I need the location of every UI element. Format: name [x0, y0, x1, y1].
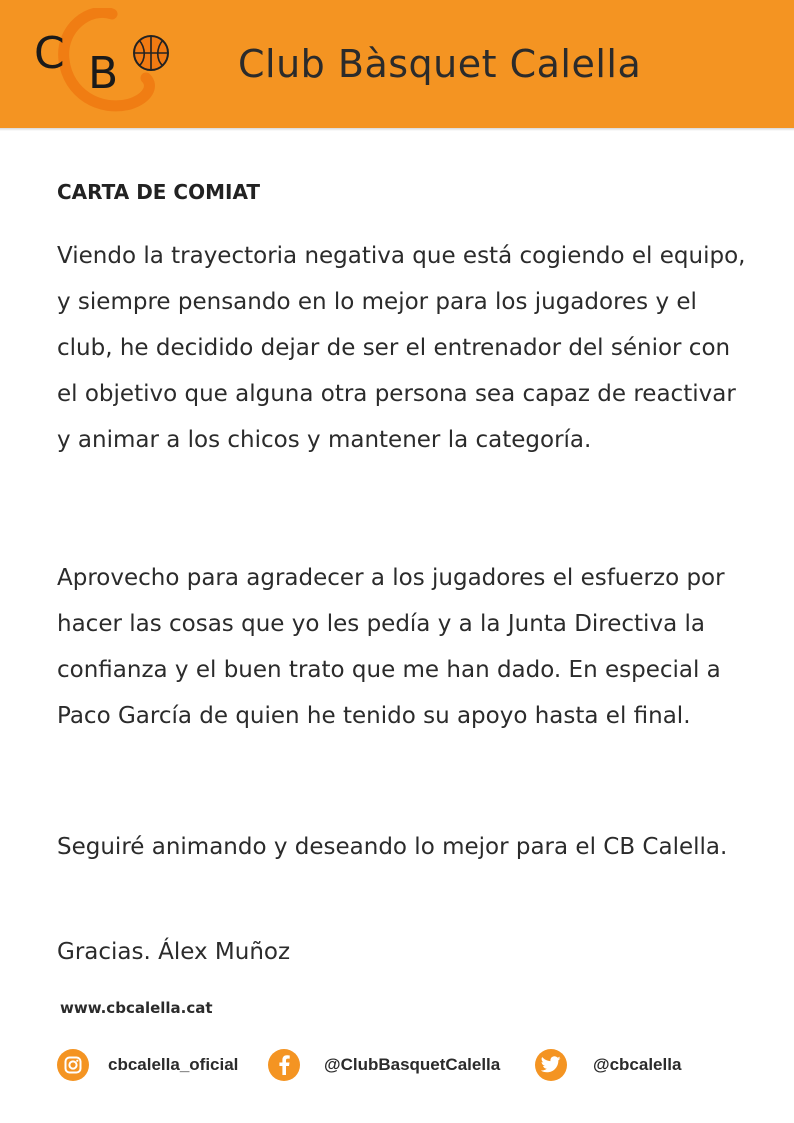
club-title: Club Bàsquet Calella: [238, 42, 642, 86]
twitter-icon[interactable]: [535, 1049, 567, 1081]
instagram-icon[interactable]: [57, 1049, 89, 1081]
website-link[interactable]: www.cbcalella.cat: [60, 999, 213, 1017]
social-twitter[interactable]: [535, 1048, 681, 1081]
logo-letter-b: B: [88, 48, 119, 99]
header-divider: [0, 128, 794, 131]
letter-paragraph-1: Viendo la trayectoria negativa que está cogiendo el equipo, y siempre pensando en lo mejor para los jugadores y el club, he decidido dejar de ser el entrenador del sénior con el objetivo que alguna otra persona sea capaz de reactivar y animar a los chicos y mantener la categoría.: [57, 243, 746, 453]
letter-paragraph-3: Seguiré animando y deseando lo mejor para el CB Calella.: [57, 834, 728, 860]
social-facebook[interactable]: [268, 1048, 500, 1081]
club-logo: [30, 8, 172, 112]
signature: Gracias. Álex Muñoz: [57, 939, 291, 965]
facebook-icon[interactable]: [268, 1049, 300, 1081]
instagram-handle[interactable]: cbcalella_oficial: [108, 1054, 239, 1074]
twitter-handle[interactable]: @cbcalella: [593, 1054, 682, 1074]
letter-heading: CARTA DE COMIAT: [57, 180, 261, 204]
basketball-icon: [134, 36, 168, 70]
facebook-handle[interactable]: @ClubBasquetCalella: [324, 1054, 501, 1074]
social-instagram[interactable]: [57, 1048, 238, 1081]
logo-letter-c: C: [34, 28, 65, 79]
letter-paragraph-2: Aprovecho para agradecer a los jugadores el esfuerzo por hacer las cosas que yo les pedía y a la Junta Directiva la confianza y el buen trato que me han dado. En especial a Paco García de quien he tenido su apoyo hasta el final.: [57, 565, 725, 729]
header-banner: [0, 0, 794, 128]
